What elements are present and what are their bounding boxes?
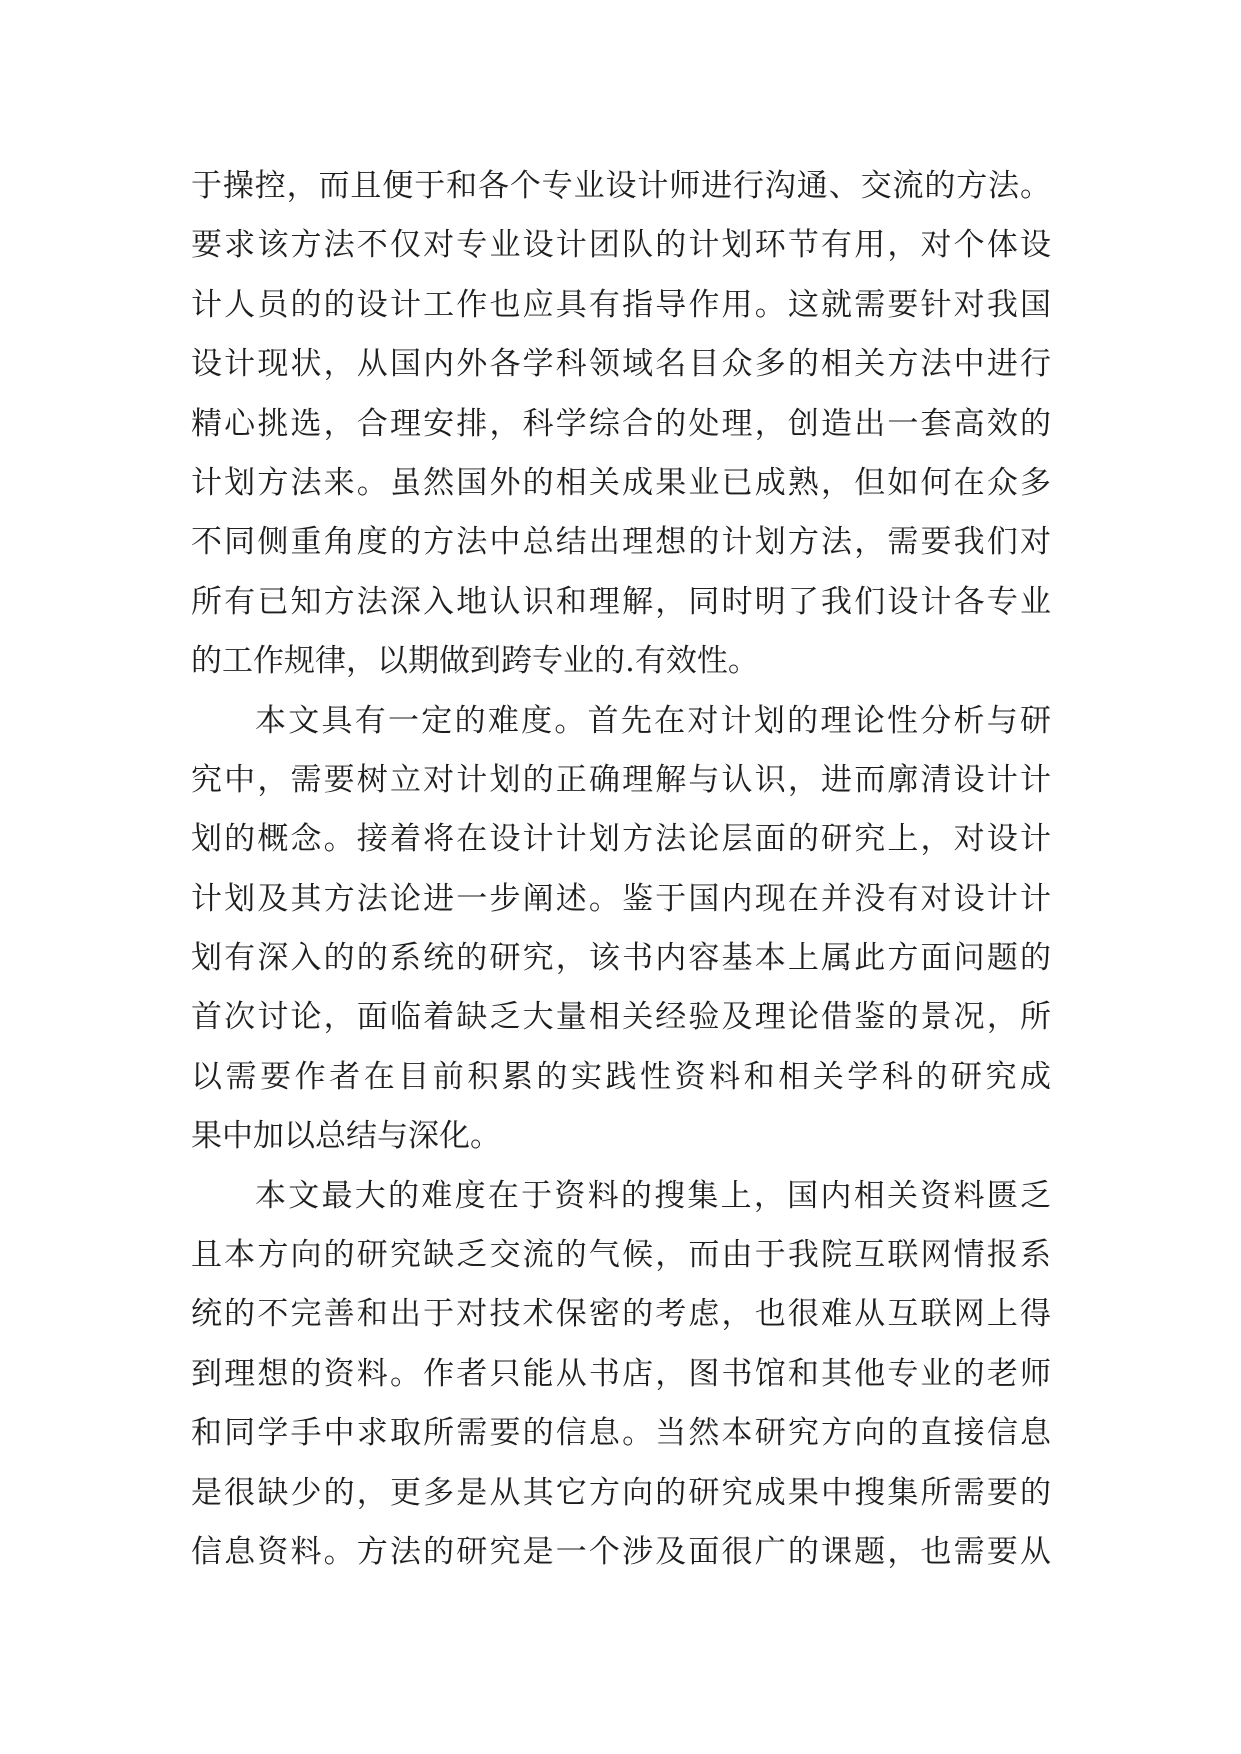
text-line: 设计现状，从国内外各学科领域名目众多的相关方法中进行 <box>191 346 1051 383</box>
text-line: 统的不完善和出于对技术保密的考虑，也很难从互联网上得 <box>191 1296 1051 1333</box>
text-line: 以需要作者在目前积累的实践性资料和相关学科的研究成 <box>191 1058 1051 1095</box>
text-line: 要求该方法不仅对专业设计团队的计划环节有用，对个体设 <box>191 227 1051 264</box>
text-line: 所有已知方法深入地认识和理解，同时明了我们设计各专业 <box>191 583 1051 620</box>
text-line: 果中加以总结与深化。 <box>191 1118 501 1155</box>
text-line: 首次讨论，面临着缺乏大量相关经验及理论借鉴的景况，所 <box>191 999 1051 1036</box>
text-line: 划有深入的的系统的研究，该书内容基本上属此方面问题的 <box>191 940 1051 977</box>
text-line: 计人员的的设计工作也应具有指导作用。这就需要针对我国 <box>191 286 1051 323</box>
text-line: 和同学手中求取所需要的信息。当然本研究方向的直接信息 <box>191 1415 1051 1452</box>
text-line: 划的概念。接着将在设计计划方法论层面的研究上，对设计 <box>191 821 1051 858</box>
paragraph-first-line: 本文最大的难度在于资料的搜集上，国内相关资料匮乏 <box>255 1177 1051 1214</box>
text-line: 计划方法来。虽然国外的相关成果业已成熟，但如何在众多 <box>191 464 1051 501</box>
body-text <box>191 157 1051 1582</box>
text-line: 到理想的资料。作者只能从书店，图书馆和其他专业的老师 <box>191 1355 1051 1392</box>
text-line: 于操控，而且便于和各个专业设计师进行沟通、交流的方法。 <box>191 168 1051 204</box>
text-line: 的工作规律，以期做到跨专业的.有效性。 <box>191 643 759 680</box>
text-line: 且本方向的研究缺乏交流的气候，而由于我院互联网情报系 <box>191 1237 1051 1274</box>
text-line: 是很缺少的，更多是从其它方向的研究成果中搜集所需要的 <box>191 1474 1051 1511</box>
text-line: 计划及其方法论进一步阐述。鉴于国内现在并没有对设计计 <box>191 880 1051 917</box>
paragraph-first-line: 本文具有一定的难度。首先在对计划的理论性分析与研 <box>255 702 1051 739</box>
text-line: 不同侧重角度的方法中总结出理想的计划方法，需要我们对 <box>191 524 1051 561</box>
text-line: 究中，需要树立对计划的正确理解与认识，进而廓清设计计 <box>191 761 1051 798</box>
text-line: 信息资料。方法的研究是一个涉及面很广的课题，也需要从 <box>191 1533 1051 1570</box>
text-line: 精心挑选，合理安排，科学综合的处理，创造出一套高效的 <box>191 405 1051 442</box>
